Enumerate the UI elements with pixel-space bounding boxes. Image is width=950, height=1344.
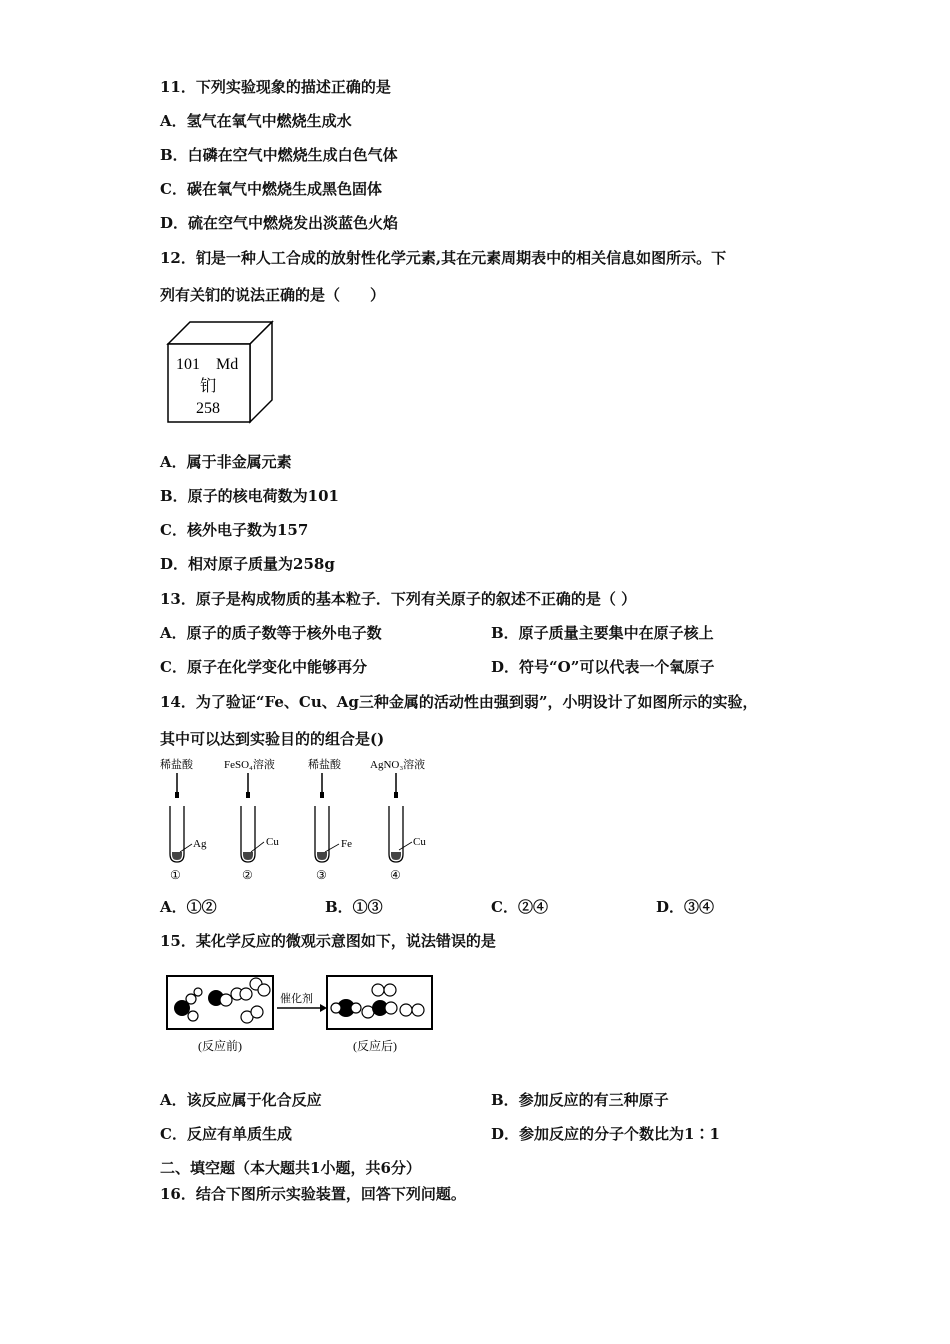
q14-stem-line2: 其中可以达到实验目的的组合是(): [160, 730, 385, 748]
catalyst-label: 催化剂: [280, 993, 313, 1005]
tube-4-number: ④: [390, 868, 401, 882]
reaction-arrow-icon: [320, 1004, 327, 1012]
q12-stem-line1: 12．钔是一种人工合成的放射性化学元素,其在元素周期表中的相关信息如图所示。下: [160, 249, 727, 267]
tube-4-metal: Cu: [413, 836, 426, 848]
q11-stem: 11．下列实验现象的描述正确的是: [160, 78, 391, 96]
tube-4-reagent: AgNO₃溶液: [370, 759, 426, 771]
tube-1-metal: Ag: [193, 838, 207, 850]
q11-option-d: D．硫在空气中燃烧发出淡蓝色火焰: [160, 214, 399, 232]
section-heading: 二、填空题（本大题共1小题，共6分）: [160, 1159, 421, 1177]
q13-stem: 13．原子是构成物质的基本粒子．下列有关原子的叙述不正确的是（ ）: [160, 590, 637, 608]
q14-option-b: B．①③: [325, 898, 383, 916]
q12-stem-line2: 列有关钔的说法正确的是（ ）: [160, 286, 386, 304]
q12-option-b: B．原子的核电荷数为101: [160, 487, 339, 505]
q13-option-a: A．原子的质子数等于核外电子数: [160, 624, 382, 642]
tube-2-metal: Cu: [266, 836, 279, 848]
tube-2-reagent: FeSO₄溶液: [224, 759, 275, 771]
q11-option-a: A．氢气在氧气中燃烧生成水: [160, 112, 352, 130]
q15-option-a: A．该反应属于化合反应: [160, 1091, 322, 1109]
test-tubes-figure: [158, 756, 448, 884]
q12-option-d: D．相对原子质量为258g: [160, 555, 335, 573]
q12-option-a: A．属于非金属元素: [160, 453, 292, 471]
q15-option-d: D．参加反应的分子个数比为1∶1: [491, 1125, 720, 1143]
q13-option-d: D．符号“O”可以代表一个氧原子: [491, 658, 715, 676]
q14-option-d: D．③④: [656, 898, 715, 916]
reaction-diagram: [160, 970, 440, 1060]
tube-1-reagent: 稀盐酸: [160, 759, 193, 771]
element-name: 钔: [200, 378, 217, 395]
after-label: (反应后): [353, 1039, 397, 1053]
q16-stem: 16．结合下图所示实验装置，回答下列问题。: [160, 1185, 466, 1203]
tube-2-number: ②: [242, 868, 253, 882]
test-tube-4: [370, 757, 426, 882]
q12-option-c: C．核外电子数为157: [160, 521, 309, 539]
element-cell-figure: [160, 318, 278, 426]
test-tube-2: [224, 757, 279, 882]
test-tube-3: [308, 757, 352, 882]
element-atomic-number: 101: [176, 356, 200, 373]
q14-stem-line1: 14．为了验证“Fe、Cu、Ag三种金属的活动性由强到弱”，小明设计了如图所示的实验，: [160, 693, 758, 711]
tube-3-reagent: 稀盐酸: [308, 759, 341, 771]
element-symbol: Md: [216, 356, 239, 373]
q13-option-c: C．原子在化学变化中能够再分: [160, 658, 367, 676]
tube-3-metal: Fe: [341, 838, 352, 850]
element-mass: 258: [196, 400, 220, 417]
q13-option-b: B．原子质量主要集中在原子核上: [491, 624, 714, 642]
q11-option-c: C．碳在氧气中燃烧生成黑色固体: [160, 180, 382, 198]
q14-option-c: C．②④: [491, 898, 548, 916]
q14-option-a: A．①②: [160, 898, 217, 916]
tube-1-number: ①: [170, 868, 181, 882]
before-label: (反应前): [198, 1039, 242, 1053]
tube-3-number: ③: [316, 868, 327, 882]
q15-stem: 15．某化学反应的微观示意图如下，说法错误的是: [160, 932, 496, 950]
test-tube-1: [160, 757, 207, 882]
q15-option-c: C．反应有单质生成: [160, 1125, 292, 1143]
q11-option-b: B．白磷在空气中燃烧生成白色气体: [160, 146, 398, 164]
q15-option-b: B．参加反应的有三种原子: [491, 1091, 669, 1109]
